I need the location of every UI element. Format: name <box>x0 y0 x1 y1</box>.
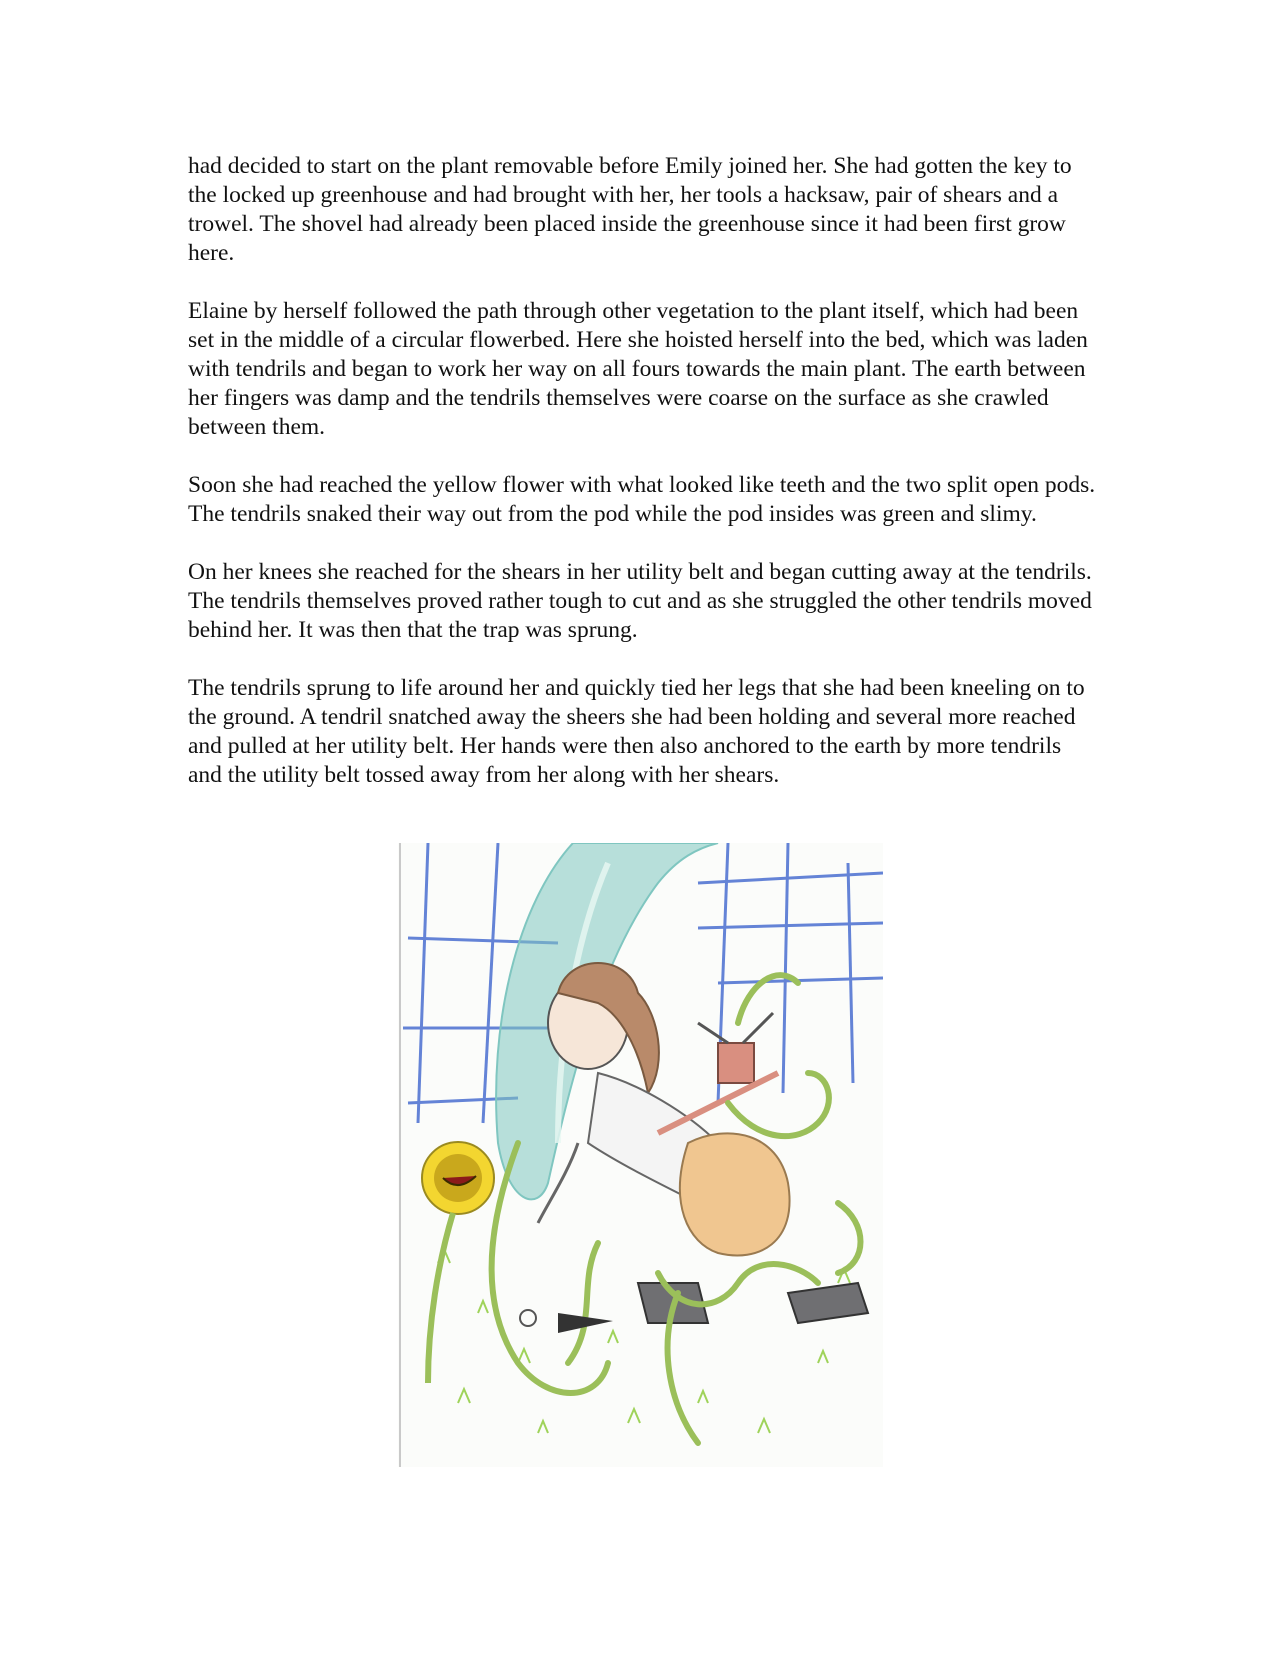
shears-icon <box>698 1013 773 1043</box>
grass-tufts <box>438 1249 850 1433</box>
story-text <box>188 152 1100 819</box>
greenhouse-illustration <box>398 843 883 1467</box>
grid-line <box>418 843 428 1123</box>
tendril <box>838 1203 861 1273</box>
paragraph-2: Elaine by herself followed the path through other vegetation to the plant itself, which had been set in the middle of a circular flowerbed. Here she hoisted herself into the bed, which was laden with tendrils and began to work her way on all fours towards the main plant. The earth between her fingers was damp and the tendrils themselves were coarse on the surface as she crawled between them. <box>188 298 1088 440</box>
trowel-handle-ring <box>520 1310 536 1326</box>
belt-pouch <box>718 1043 754 1083</box>
grid-line <box>783 843 788 1093</box>
trowel <box>520 1310 613 1333</box>
paragraph-3: Soon she had reached the yellow flower with what looked like teeth and the two split open pods. The tendrils snaked their way out from the pod while the pod insides was green and slimy. <box>188 472 1096 527</box>
flower-stem <box>428 1213 453 1383</box>
girl-shorts <box>680 1133 790 1255</box>
grid-line <box>848 863 853 1083</box>
paragraph-5: The tendrils sprung to life around her and quickly tied her legs that she had been kneeling on to the ground. A tendril snatched away the sheers she had been holding and several more reached and pulled at her utility belt. Her hands were then also anchored to the earth by more tendrils and the utility belt tossed away from her along with her shears. <box>188 675 1085 788</box>
girl-boot <box>788 1283 868 1323</box>
illustration-drawing <box>398 843 883 1467</box>
grass-ground <box>438 1249 850 1433</box>
paragraph-1: had decided to start on the plant removable before Emily joined her. She had gotten the key to the locked up greenhouse and had brought with her, her tools a hacksaw, pair of shears and a trowel. The shovel had already been placed inside the greenhouse since it had been first grow here. <box>188 153 1072 266</box>
paragraph-4: On her knees she reached for the shears in her utility belt and began cutting away at the tendrils. The tendrils themselves proved rather tough to cut and as she struggled the other tendrils moved behind her. It was then that the trap was sprung. <box>188 559 1092 643</box>
tendril <box>568 1243 598 1363</box>
toothed-flower <box>422 1142 494 1383</box>
